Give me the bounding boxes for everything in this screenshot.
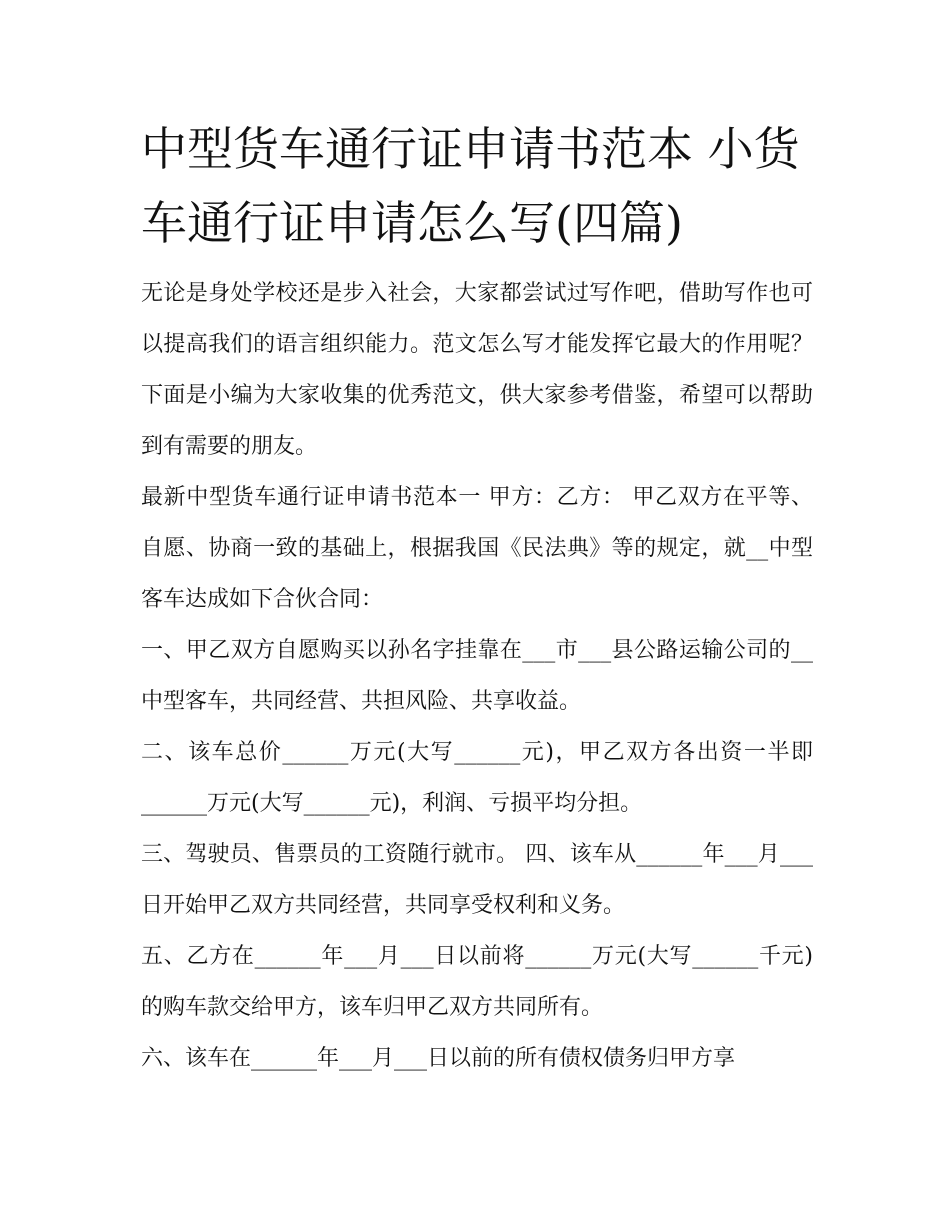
intro-paragraph: 无论是身处学校还是步入社会，大家都尝试过写作吧，借助写作也可以提高我们的语言组织能力。范文怎么写才能发挥它最大的作用呢？下面是小编为大家收集的优秀范文，供大家参考借鉴，希望可以帮助到有需要的朋友。 [141, 281, 813, 459]
clause-1-paragraph: 一、甲乙双方自愿购买以孙名字挂靠在___市___县公路运输公司的__中型客车，共同经营、共担风险、共享收益。 [141, 638, 813, 714]
clause-5-paragraph: 五、乙方在______年___月___日以前将______万元(大写______千元)的购车款交给甲方，该车归甲乙双方共同所有。 [141, 944, 813, 1020]
clause-6-paragraph: 六、该车在______年___月___日以前的所有债权债务归甲方享 [141, 1046, 736, 1071]
document-title: 中型货车通行证申请书范本 小货车通行证申请怎么写(四篇) [141, 122, 800, 250]
document-page [141, 112, 813, 1084]
document-body [141, 268, 813, 1084]
clause-2-paragraph: 二、该车总价______万元(大写______元)，甲乙双方各出资一半即______万元(大写______元)，利润、亏损平均分担。 [141, 740, 813, 816]
contract-heading-paragraph: 最新中型货车通行证申请书范本一 甲方：乙方： 甲乙双方在平等、自愿、协商一致的基础上，根据我国《民法典》等的规定，就__中型客车达成如下合伙合同： [141, 485, 813, 612]
clause-3-4-paragraph: 三、驾驶员、售票员的工资随行就市。 四、该车从______年___月___日开始甲乙双方共同经营，共同享受权利和义务。 [141, 842, 813, 918]
